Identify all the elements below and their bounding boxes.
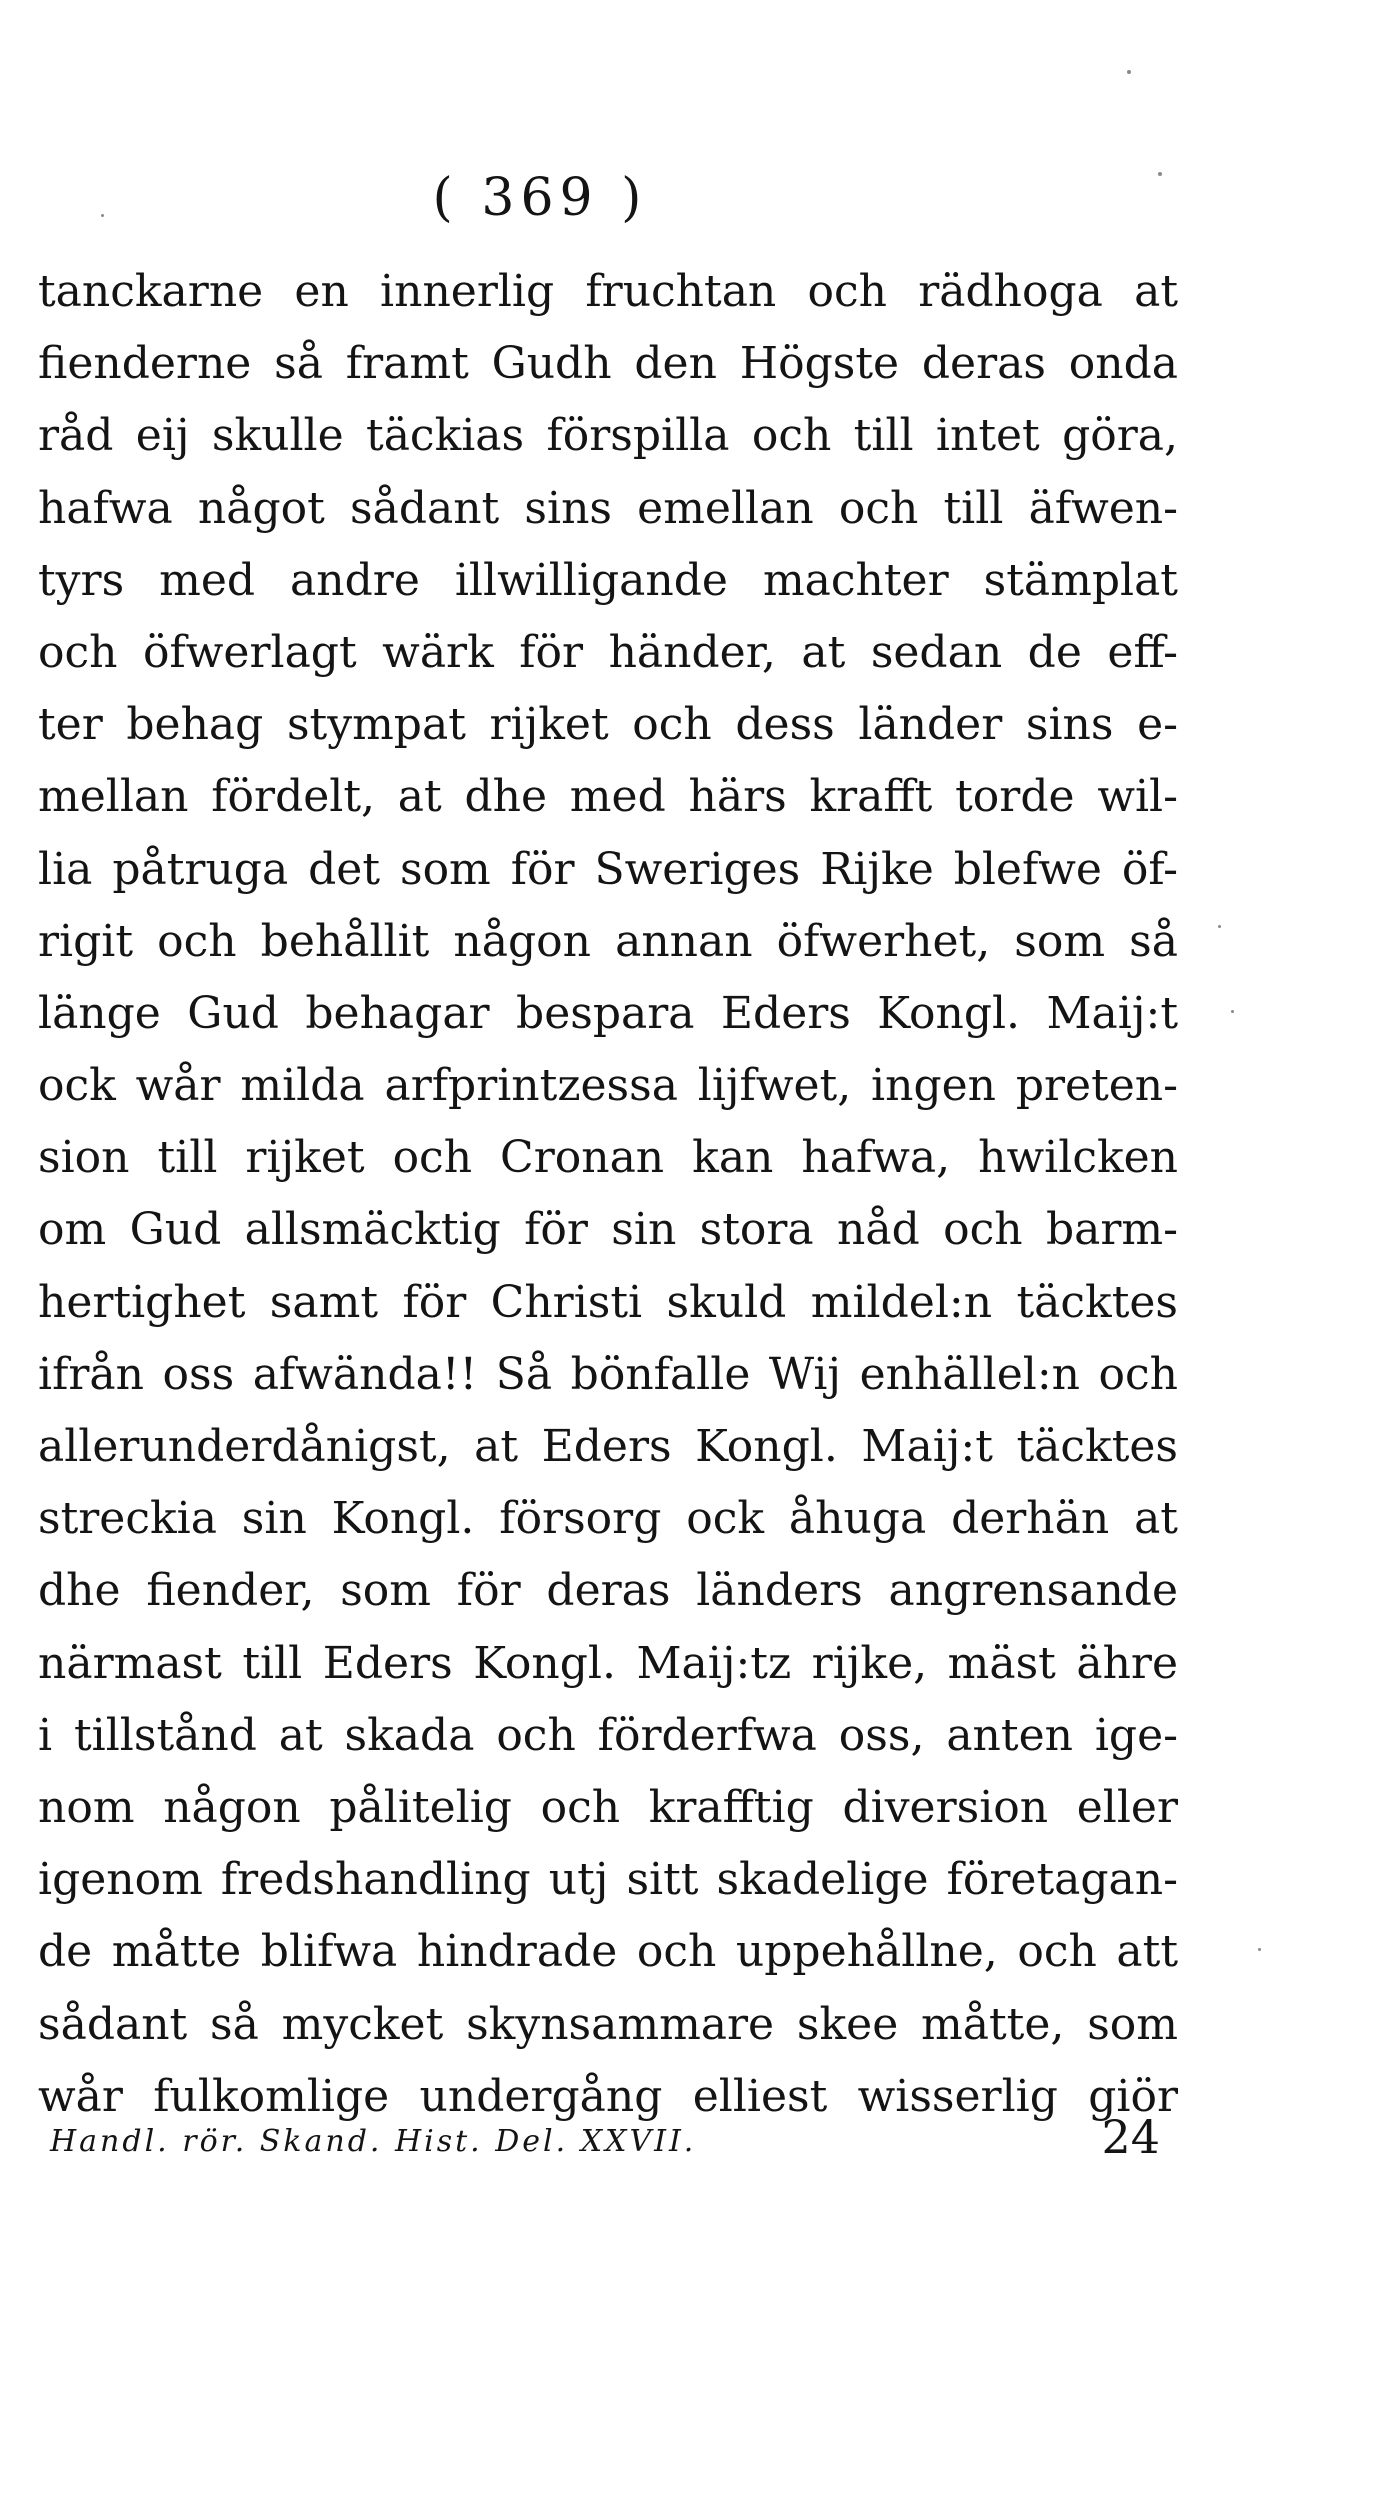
- text-line: ter behag stympat rijket och dess länder sins e-: [38, 699, 1178, 751]
- text-line: om Gud allsmäcktig för sin stora nåd och barm-: [38, 1204, 1178, 1256]
- text-line: hafwa något sådant sins emellan och till äfwen-: [38, 482, 1178, 534]
- text-line: allerunderdånigst, at Eders Kongl. Maij:t täcktes: [38, 1421, 1178, 1472]
- scan-speck: [1158, 172, 1162, 176]
- text-line: ifrån oss afwända!! Så bönfalle Wij enhällel:n och: [38, 1348, 1178, 1400]
- text-line: wår fulkomlige undergång elliest wisserlig giör: [38, 2070, 1178, 2122]
- scan-speck: [101, 214, 104, 217]
- text-line: nom någon pålitelig och krafftig diversion eller: [38, 1781, 1178, 1833]
- text-line: igenom fredshandling utj sitt skadelige företagan-: [38, 1854, 1178, 1906]
- text-line: de måtte blifwa hindrade och uppehållne, och att: [38, 1926, 1178, 1978]
- page-footer: [50, 2110, 1180, 2180]
- scan-speck: [1218, 925, 1221, 928]
- text-line: tyrs med andre illwilligande machter stämplat: [38, 554, 1178, 606]
- text-line: fienderne så framt Gudh den Högste deras onda: [38, 338, 1178, 390]
- text-line: sådant så mycket skynsammare skee måtte, som: [38, 1998, 1178, 2050]
- text-line: mellan fördelt, at dhe med härs krafft torde wil-: [38, 771, 1178, 823]
- text-line: närmast till Eders Kongl. Maij:tz rijke, mäst ähre: [38, 1637, 1178, 1689]
- scan-speck: [1231, 1010, 1234, 1013]
- scan-speck: [1258, 1948, 1261, 1951]
- body-text: [38, 256, 1178, 2133]
- text-line: tanckarne en innerlig fruchtan och rädhoga at: [38, 266, 1178, 317]
- signature-mark: Handl. rör. Skand. Hist. Del. XXVII.: [50, 2124, 697, 2159]
- text-line: och öfwerlagt wärk för händer, at sedan de eff-: [38, 626, 1178, 678]
- text-line: länge Gud behagar bespara Eders Kongl. Maij:t: [38, 987, 1178, 1039]
- gathering-number: 24: [1101, 2110, 1160, 2164]
- text-line: rigit och behållit någon annan öfwerhet, som så: [38, 915, 1178, 967]
- text-line: streckia sin Kongl. försorg ock åhuga derhän at: [38, 1493, 1178, 1545]
- text-line: råd eij skulle täckias förspilla och till intet göra,: [38, 410, 1178, 462]
- text-line: sion till rijket och Cronan kan hafwa, hwilcken: [38, 1132, 1178, 1184]
- scan-speck: [1127, 70, 1131, 74]
- text-line: lia påtruga det som för Sweriges Rijke blefwe öf-: [38, 843, 1178, 895]
- text-line: dhe fiender, som för deras länders angrensande: [38, 1565, 1178, 1617]
- page-number: ( 369 ): [432, 168, 648, 228]
- text-line: i tillstånd at skada och förderfwa oss, anten ige-: [38, 1709, 1178, 1761]
- text-line: hertighet samt för Christi skuld mildel:n täcktes: [38, 1276, 1178, 1328]
- text-line: ock wår milda arfprintzessa lijfwet, ingen preten-: [38, 1060, 1178, 1112]
